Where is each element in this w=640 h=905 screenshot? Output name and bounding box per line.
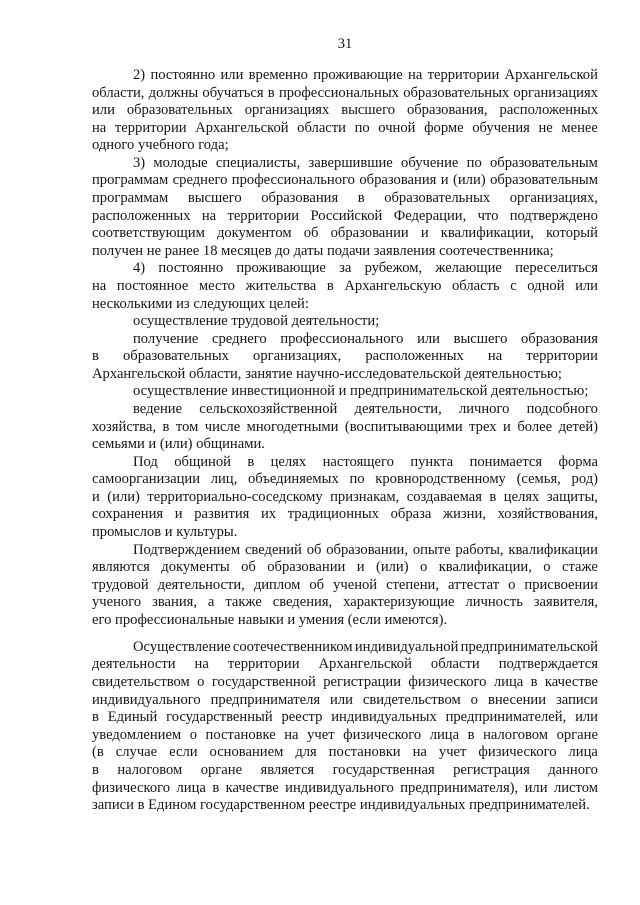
word: Российской <box>310 207 383 224</box>
paragraph-item-3 <box>92 155 598 260</box>
word: территории <box>526 348 598 365</box>
word: программам <box>92 190 169 207</box>
word: понимается <box>469 453 543 470</box>
word: о <box>543 559 551 576</box>
word: с <box>510 277 517 294</box>
paragraph-entrepreneurship-confirmation <box>92 639 598 815</box>
word: являются <box>92 559 150 576</box>
word: в <box>357 190 365 207</box>
text-line: осуществление инвестиционной и предпринимательской деятельностью; <box>133 383 589 400</box>
word: трудовой <box>92 576 149 593</box>
word: органе <box>556 726 598 743</box>
word: более <box>517 418 553 435</box>
word: учет <box>438 744 467 761</box>
word: сведения, <box>272 594 333 611</box>
word: на <box>201 207 217 224</box>
word: настоящего <box>322 453 394 470</box>
word: обучения <box>472 119 530 136</box>
word: (или) <box>107 488 140 505</box>
word: регистрация <box>453 761 530 778</box>
word: об <box>241 559 256 576</box>
word: или <box>417 330 440 347</box>
word: или <box>575 277 598 294</box>
text-line: семьями и (или) общинами. <box>92 436 265 453</box>
word: развития <box>194 506 250 523</box>
word: личность <box>465 594 523 611</box>
word: качестве <box>544 674 598 691</box>
text-line <box>92 762 598 780</box>
word: Федерации, <box>393 207 467 224</box>
word: в <box>247 453 255 470</box>
text-line <box>92 208 598 226</box>
word: или <box>220 67 244 83</box>
text-line <box>92 155 598 173</box>
word: традиционных <box>287 506 379 523</box>
word: место <box>198 277 235 294</box>
word: в <box>212 779 220 796</box>
text-line <box>92 85 598 103</box>
word: данного <box>548 761 598 778</box>
text-line: осуществление трудовой деятельности; <box>133 313 380 330</box>
word: на <box>408 67 423 83</box>
word: образовательных <box>384 190 491 207</box>
word: физического <box>343 726 422 743</box>
word: Под <box>133 453 158 470</box>
word: квалификации, <box>438 559 532 576</box>
word: о <box>419 559 428 576</box>
word: о <box>508 576 516 593</box>
word: Архангельской <box>318 656 412 673</box>
word: записи <box>556 691 598 708</box>
word: лица <box>176 779 206 796</box>
word: область <box>451 277 500 294</box>
word: подсобного <box>526 400 598 417</box>
text-line <box>92 577 598 595</box>
word: на <box>412 744 427 761</box>
word: организациях <box>513 84 598 101</box>
word: образовании <box>330 225 409 242</box>
word: предпринимателя), <box>400 779 519 796</box>
word: расположенных <box>92 207 191 224</box>
text-line: несколькими из следующих целей: <box>92 295 309 312</box>
word: завершившие <box>308 154 393 171</box>
word: менее <box>561 119 598 136</box>
word: в <box>489 488 497 505</box>
word: индивидуальных <box>331 709 437 726</box>
word: листом <box>553 779 598 796</box>
text-line <box>92 67 598 85</box>
word: об <box>306 541 322 558</box>
word: ведение <box>133 400 183 417</box>
word: квалификации <box>508 541 598 558</box>
word: на <box>92 119 107 136</box>
word: (или) <box>453 172 486 189</box>
word: образовательных <box>403 84 510 101</box>
word: индивидуального <box>92 691 201 708</box>
word: целях <box>503 488 540 505</box>
word: территории <box>427 67 500 83</box>
word: реестр <box>281 709 323 726</box>
word: или <box>524 779 548 796</box>
text-line: записи в Едином государственном реестре индивидуальных предпринимателей. <box>92 797 590 814</box>
word: ученой <box>333 576 378 593</box>
word: или <box>92 102 115 119</box>
word: территориально-соседскому <box>147 488 323 505</box>
word: род) <box>571 471 598 488</box>
word: государственной <box>211 674 316 691</box>
word: обучение <box>401 154 459 171</box>
word: Архангельскую <box>344 277 442 294</box>
text-line <box>92 744 598 762</box>
text-line: его профессиональные навыки и умения (если имеются). <box>92 611 448 628</box>
text-line <box>92 454 598 472</box>
word: их <box>260 506 277 523</box>
word: признакам, <box>330 488 400 505</box>
word: в <box>326 277 334 294</box>
word: объединяемых <box>247 471 339 488</box>
word: деятельности, <box>354 400 442 417</box>
text-line <box>92 727 598 745</box>
text-line <box>92 260 598 278</box>
word: случае <box>115 744 158 761</box>
word: физического <box>92 779 171 796</box>
word: соответствующим <box>92 225 205 242</box>
word: области, <box>92 84 145 101</box>
word: индивидуальной <box>354 638 459 655</box>
word: деятельности, <box>157 576 245 593</box>
word: по <box>349 471 365 488</box>
text-line <box>92 331 598 349</box>
word: учет <box>307 726 335 743</box>
word: деятельности <box>92 656 176 673</box>
word: на <box>92 277 107 294</box>
word: и <box>356 559 365 576</box>
word: звания, <box>152 594 197 611</box>
word: в <box>92 348 99 365</box>
word: образования <box>520 330 598 347</box>
word: одной <box>527 277 565 294</box>
word: специалисты, <box>215 154 301 171</box>
word: в <box>92 709 99 726</box>
word: предпринимательской <box>460 638 598 655</box>
word: должны <box>148 84 199 101</box>
word: в <box>530 674 538 691</box>
word: форме <box>424 119 464 136</box>
word: а <box>207 594 215 611</box>
word: ученого <box>92 594 142 611</box>
text-line: промыслов и культуры. <box>92 524 238 541</box>
text-line <box>92 506 598 524</box>
word: общиной <box>174 453 231 470</box>
word: постановке <box>205 726 276 743</box>
word: области <box>430 656 480 673</box>
word: числе <box>204 418 241 435</box>
word: организациях, <box>509 190 598 207</box>
word: профессионального <box>231 172 355 189</box>
paragraph-education-confirmation <box>92 542 598 630</box>
text-line <box>92 102 598 120</box>
word: налоговом <box>483 726 549 743</box>
word: также <box>225 594 262 611</box>
word: на <box>284 726 299 743</box>
word: организациях, <box>253 348 342 365</box>
text-line <box>92 348 598 366</box>
text-line <box>92 674 598 692</box>
word: образовании <box>267 559 346 576</box>
word: профессиональных <box>278 84 399 101</box>
text-line: одного учебного года; <box>92 137 229 154</box>
word: проживающие <box>236 260 326 277</box>
word: в <box>162 418 170 435</box>
word: о <box>189 726 197 743</box>
text-line <box>92 780 598 798</box>
word: налоговом <box>117 761 183 778</box>
word: молодые <box>153 154 208 171</box>
word: 4) <box>133 260 146 277</box>
word: заявителя, <box>533 594 598 611</box>
word: диплом <box>253 576 301 593</box>
word: программам <box>92 172 169 189</box>
word: в <box>267 84 275 101</box>
word: документы <box>161 559 230 576</box>
paragraph-purpose-investment <box>92 383 598 401</box>
word: образовательных <box>126 102 233 119</box>
word: свидетельством <box>92 674 190 691</box>
word: многодетными <box>246 418 339 435</box>
word: форма <box>558 453 598 470</box>
text-line <box>92 190 598 208</box>
word: среднего <box>172 172 228 189</box>
word: или <box>575 709 598 726</box>
word: проживающие <box>313 67 403 83</box>
text-line <box>92 656 598 674</box>
text-line <box>92 709 598 727</box>
word: рубежом, <box>364 260 423 277</box>
text-line <box>92 692 598 710</box>
word: и <box>174 506 183 523</box>
word: целях <box>270 453 307 470</box>
word: на <box>194 656 209 673</box>
word: постоянно <box>150 67 216 83</box>
text-line <box>92 489 598 507</box>
word: предпринимателя <box>210 691 321 708</box>
text-line <box>92 639 598 657</box>
word: сведений <box>244 541 302 558</box>
page-number: 31 <box>337 36 353 52</box>
text-line <box>92 559 598 577</box>
word: личного <box>458 400 510 417</box>
text-line <box>92 471 598 489</box>
word: свидетельством <box>362 691 461 708</box>
word: (или) <box>375 559 409 576</box>
text-line <box>92 594 598 612</box>
word: высшего <box>187 190 242 207</box>
word: и <box>440 172 449 189</box>
word: обучаться <box>202 84 264 101</box>
word: и <box>92 488 100 505</box>
word: образа <box>390 506 432 523</box>
word: (в <box>92 744 104 761</box>
word: Архангельской <box>195 119 289 136</box>
word: сохранения <box>92 506 164 523</box>
word: о <box>197 674 205 691</box>
word: образования, <box>406 102 488 119</box>
word: территории <box>227 207 300 224</box>
word: государственный <box>166 709 273 726</box>
word: образовательных <box>122 348 229 365</box>
word: степени, <box>386 576 439 593</box>
word: стаже <box>561 559 598 576</box>
word: организациях <box>244 102 330 119</box>
paragraph-item-4 <box>92 260 598 313</box>
word: высшего <box>453 330 508 347</box>
word: образовательным <box>490 172 598 189</box>
word: для <box>295 744 317 761</box>
word: подтверждается <box>498 656 598 673</box>
word: (воспитывающими <box>344 418 463 435</box>
paragraph-purpose-labor <box>92 313 598 331</box>
word: об <box>303 225 319 242</box>
word: внесении <box>487 691 547 708</box>
word: или <box>330 691 353 708</box>
text-line: получен не ранее 18 месяцев до даты подачи заявления соотечественника; <box>92 242 554 259</box>
word: расположенных <box>365 348 464 365</box>
paragraph-community-definition <box>92 454 598 542</box>
word: и <box>503 418 511 435</box>
word: за <box>339 260 352 277</box>
paragraph-purpose-agriculture <box>92 401 598 454</box>
word: по <box>466 154 482 171</box>
word: очной <box>378 119 416 136</box>
text-line <box>92 278 598 296</box>
word: образовании, <box>326 541 408 558</box>
word: переселиться <box>515 260 598 277</box>
word: в <box>92 761 99 778</box>
word: лица <box>493 674 524 691</box>
word: физического <box>478 744 557 761</box>
word: предпринимателей, <box>445 709 567 726</box>
word: квалификации, <box>440 225 534 242</box>
word: Архангельской <box>504 67 598 83</box>
word: лиц, <box>210 471 238 488</box>
word: расположенных <box>499 102 598 119</box>
word: лица <box>568 744 598 761</box>
word: сельскохозяйственной <box>199 400 338 417</box>
word: органе <box>200 761 243 778</box>
text-line <box>92 172 598 190</box>
word: хозяйства, <box>92 418 157 435</box>
word: жизни, <box>442 506 486 523</box>
paragraph-item-2 <box>92 67 598 155</box>
word: качестве <box>225 779 279 796</box>
word: территории <box>227 656 300 673</box>
word: образовательным <box>490 154 598 171</box>
text-line: Архангельской области, занятие научно-исследовательской деятельностью; <box>92 365 562 382</box>
word: создаваемая <box>406 488 482 505</box>
word: работы, <box>455 541 504 558</box>
text-line <box>92 542 598 560</box>
word: получение <box>133 330 199 347</box>
word: профессионального <box>280 330 404 347</box>
word: том <box>175 418 199 435</box>
word: детей) <box>558 418 598 435</box>
word: уведомлением <box>92 726 182 743</box>
word: об <box>309 576 325 593</box>
word: не <box>538 119 553 136</box>
word: постановки <box>328 744 401 761</box>
word: индивидуального <box>285 779 394 796</box>
word: по <box>354 119 370 136</box>
word: временно <box>248 67 308 83</box>
word: и <box>420 225 429 242</box>
word: желающие <box>435 260 502 277</box>
word: подтверждено <box>509 207 598 224</box>
word: защиты, <box>546 488 598 505</box>
text-line <box>92 419 598 437</box>
word: основанием <box>209 744 284 761</box>
word: трех <box>469 418 497 435</box>
word: 3) <box>133 154 146 171</box>
word: государственная <box>332 761 435 778</box>
word: Подтверждением <box>133 541 241 558</box>
word: хозяйствования, <box>497 506 598 523</box>
word: который <box>546 225 598 242</box>
document-body <box>92 67 598 815</box>
word: 2) <box>133 67 146 83</box>
word: Единый <box>107 709 158 726</box>
word: образования <box>261 190 339 207</box>
word: жительства <box>245 277 317 294</box>
text-line <box>92 401 598 419</box>
word: высшего <box>341 102 396 119</box>
word: соотечественником <box>232 638 353 655</box>
word: характеризующие <box>343 594 455 611</box>
word: физического <box>408 674 487 691</box>
word: территории <box>114 119 187 136</box>
word: аттестат <box>447 576 500 593</box>
word: образования <box>359 172 437 189</box>
text-line <box>92 120 598 138</box>
word: документом <box>216 225 292 242</box>
word: на <box>487 348 503 365</box>
paragraph-purpose-education <box>92 331 598 384</box>
word: (семья, <box>516 471 561 488</box>
word: является <box>260 761 315 778</box>
word: лица <box>429 726 460 743</box>
word: регистрации <box>323 674 402 691</box>
word: опыте <box>412 541 451 558</box>
word: пункта <box>410 453 454 470</box>
word: в <box>467 726 475 743</box>
word: что <box>477 207 499 224</box>
word: самоорганизации <box>92 471 201 488</box>
word: области <box>297 119 346 136</box>
word: Осуществление <box>133 638 231 655</box>
word: кровнородственному <box>375 471 506 488</box>
word: постоянное <box>116 277 189 294</box>
word: о <box>470 691 478 708</box>
word: среднего <box>212 330 267 347</box>
word: если <box>169 744 198 761</box>
word: постоянно <box>158 260 224 277</box>
text-line <box>92 225 598 243</box>
word: присвоении <box>524 576 598 593</box>
